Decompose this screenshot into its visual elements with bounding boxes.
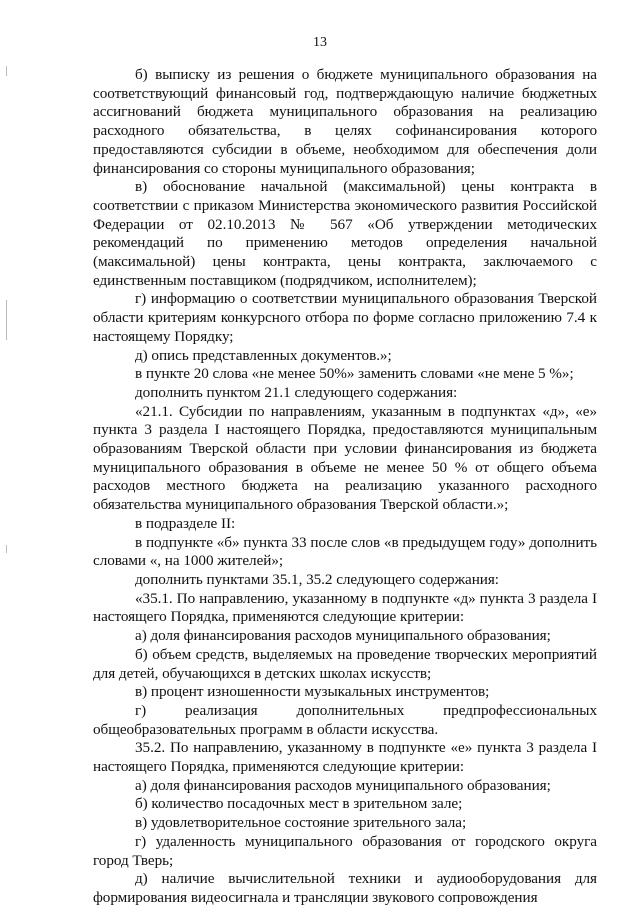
paragraph: д) опись представленных документов.»; — [135, 346, 392, 364]
paragraph: в подразделе II: — [135, 514, 236, 532]
paragraph: в) удовлетворительное состояние зрительного зала; — [135, 814, 467, 832]
document-body — [93, 66, 597, 908]
paragraph: д) наличие вычислительной техники и аудиооборудования для формирования видеосигнала и трансляции звукового сопровождения — [93, 870, 597, 906]
scan-edge-mark — [6, 545, 7, 553]
page-number: 13 — [313, 35, 327, 50]
paragraph: «21.1. Субсидии по направлениям, указанным в подпунктах «д», «е» пункта 3 раздела I настоящего Порядка, предоставляются муниципальным образованиям Тверской области при условии финансирования из бюджета муниципального образования в объеме не менее 50 % от общего объема расходов местного бюджета на реализацию указанного расходного обязательства муниципального образования Тверской области.»; — [93, 402, 597, 514]
paragraph: в подпункте «б» пункта 33 после слов «в предыдущем году» дополнить словами «, на 1000 жителей»; — [93, 533, 597, 570]
paragraph: б) объем средств, выделяемых на проведение творческих мероприятий для детей, обучающихся в детских школах искусств; — [93, 645, 597, 682]
paragraph: «35.1. По направлению, указанному в подпункте «д» пункта 3 раздела I настоящего Порядка, применяются следующие критерии: — [93, 589, 597, 626]
paragraph: дополнить пунктом 21.1 следующего содержания: — [135, 383, 458, 401]
paragraph: б) выписку из решения о бюджете муниципального образования на соответствующий финансовый год, подтверждающую наличие бюджетных ассигнований бюджета муниципального образования на реализацию расходного обязательства, в целях софинансирования которого предоставляются субсидии в объеме, необходимом для обеспечения доли финансирования со стороны муниципального образования; — [93, 66, 597, 177]
paragraph: а) доля финансирования расходов муниципального образования; — [135, 627, 551, 645]
paragraph: г) информацию о соответствии муниципального образования Тверской области критериям конкурсного отбора по форме согласно приложению 7.4 к настоящему Порядку; — [93, 290, 597, 345]
paragraph: в) обоснование начальной (максимальной) цены контракта в соответствии с приказом Министерства экономического развития Российской Федерации от 02.10.2013 № 567 «Об утверждении методических рекомендаций по применению методов определения начальной (максимальной) цены контракта, цены контракта, заключаемого с единственным поставщиком (подрядчиком, исполнителем); — [93, 178, 597, 289]
scan-edge-mark — [6, 66, 7, 76]
paragraph: г) реализация дополнительных предпрофессиональных общеобразовательных программ в области искусства. — [93, 701, 597, 738]
paragraph: в пункте 20 слова «не менее 50%» заменить словами «не мене 5 %»; — [135, 365, 574, 383]
paragraph: б) количество посадочных мест в зрительном зале; — [135, 795, 463, 813]
paragraph: дополнить пунктами 35.1, 35.2 следующего содержания: — [135, 570, 499, 588]
paragraph: 35.2. По направлению, указанному в подпункте «е» пункта 3 раздела I настоящего Порядка, применяются следующие критерии: — [93, 739, 597, 776]
scan-edge-mark — [6, 300, 7, 340]
paragraph: а) доля финансирования расходов муниципального образования; — [135, 776, 551, 794]
paragraph: в) процент изношенности музыкальных инструментов; — [135, 683, 490, 701]
paragraph: г) удаленность муниципального образования от городского округа город Тверь; — [93, 832, 597, 869]
